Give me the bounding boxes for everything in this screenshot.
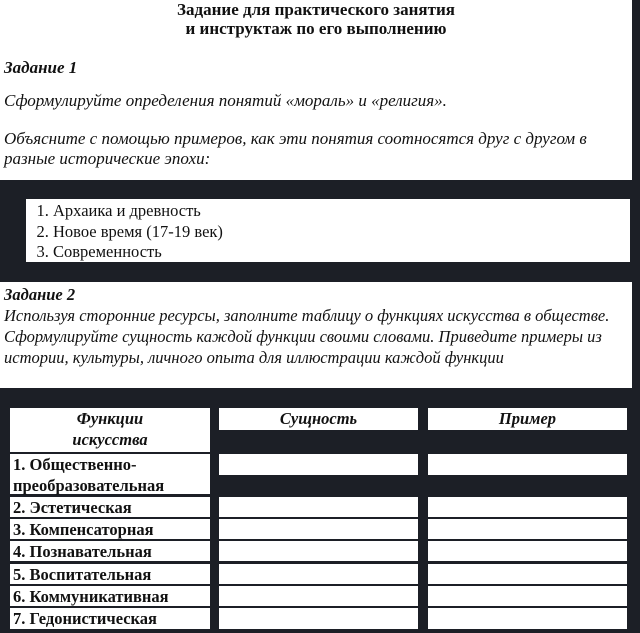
example-cell bbox=[428, 564, 627, 584]
header-example: Пример bbox=[428, 408, 627, 430]
essence-cell bbox=[219, 519, 418, 539]
example-cell bbox=[428, 519, 627, 539]
row-1-label-line-2: преобразовательная bbox=[13, 476, 165, 495]
task-2-block bbox=[0, 282, 632, 388]
example-cell bbox=[428, 454, 627, 475]
title-line-2: и инструктаж по его выполнению bbox=[185, 19, 447, 38]
page-title bbox=[0, 0, 632, 44]
task-1-definitions-text: Сформулируйте определения понятий «мораль» и «религия». bbox=[4, 91, 447, 110]
table-row-label: 7. Гедонистическая bbox=[10, 608, 210, 629]
task-1-heading: Задание 1 bbox=[4, 58, 78, 77]
essence-cell bbox=[219, 608, 418, 629]
table-row-label: 2. Эстетическая bbox=[10, 497, 210, 517]
table-row-label bbox=[10, 454, 210, 494]
header-functions-line-2: искусства bbox=[72, 430, 148, 449]
example-cell bbox=[428, 608, 627, 629]
table-row-label: 4. Познавательная bbox=[10, 541, 210, 561]
epoch-item: 3. Современность bbox=[53, 242, 630, 263]
essence-cell bbox=[219, 564, 418, 584]
header-functions-line-1: Функции bbox=[76, 409, 144, 428]
example-cell bbox=[428, 541, 627, 561]
task-2-text: Используя сторонние ресурсы, заполните таблицу о функциях искусства в обществе. Сформулируйте сущность каждой функции своими словами. Приведите примеры из истории, культуры, личного опыта для иллюстрации каждой функции bbox=[4, 306, 610, 367]
row-1-label-line-1: 1. Общественно- bbox=[13, 455, 137, 474]
task-2-heading: Задание 2 bbox=[4, 285, 76, 304]
table-row-label: 3. Компенсаторная bbox=[10, 519, 210, 539]
essence-cell bbox=[219, 541, 418, 561]
title-line-1: Задание для практического занятия bbox=[177, 0, 455, 19]
table-row-label: 5. Воспитательная bbox=[10, 564, 210, 584]
header-essence: Сущность bbox=[219, 408, 418, 430]
example-cell bbox=[428, 586, 627, 606]
epochs-list-block bbox=[26, 199, 630, 262]
epoch-item: 2. Новое время (17-19 век) bbox=[53, 222, 630, 243]
task-1-explain-text: Объясните с помощью примеров, как эти понятия соотносятся друг с другом в разные исторические эпохи: bbox=[4, 129, 587, 168]
epoch-item: 1. Архаика и древность bbox=[53, 201, 630, 222]
essence-cell bbox=[219, 497, 418, 517]
header-functions bbox=[10, 408, 210, 452]
epochs-list bbox=[26, 201, 630, 263]
table-row-label: 6. Коммуникативная bbox=[10, 586, 210, 606]
essence-cell bbox=[219, 454, 418, 475]
essence-cell bbox=[219, 586, 418, 606]
task-1-block bbox=[0, 44, 632, 180]
example-cell bbox=[428, 497, 627, 517]
